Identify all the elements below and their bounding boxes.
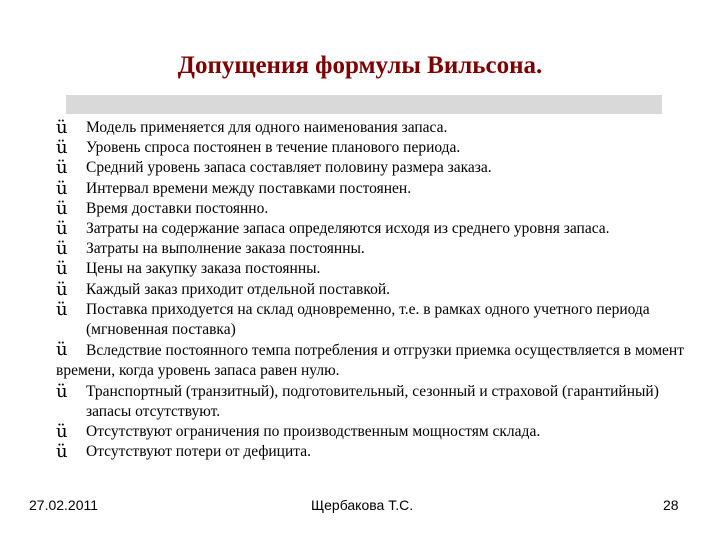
list-item-text: Отсутствуют ограничения по производственным мощностям склада. bbox=[86, 423, 541, 441]
list-item-text: Уровень спроса постоянен в течение планового периода. bbox=[86, 139, 461, 157]
list-item bbox=[56, 138, 696, 158]
checkmark-icon: ü bbox=[56, 197, 68, 219]
list-item-text: Отсутствуют потери от дефицита. bbox=[86, 443, 311, 461]
footer-date: 27.02.2011 bbox=[29, 497, 99, 513]
list-item bbox=[56, 158, 696, 178]
title-underline-band bbox=[66, 95, 662, 114]
list-item-text: Транспортный (транзитный), подготовительный, сезонный и страховой (гарантийный) запасы отсутствуют. bbox=[86, 382, 659, 420]
checkmark-icon: ü bbox=[56, 278, 68, 300]
checkmark-icon: ü bbox=[56, 238, 68, 260]
list-item-text: Средний уровень запаса составляет половину размера заказа. bbox=[86, 159, 492, 177]
checkmark-icon: ü bbox=[56, 157, 68, 179]
list-item-text: Вследствие постоянного темпа потребления и отгрузки приемка осуществляется в момент времени, когда уровень запаса равен нулю. bbox=[56, 342, 684, 380]
assumptions-list bbox=[56, 118, 696, 462]
list-item-text: Время доставки постоянно. bbox=[86, 199, 269, 217]
checkmark-icon: ü bbox=[56, 258, 68, 280]
list-item bbox=[56, 340, 696, 381]
checkmark-icon: ü bbox=[56, 218, 68, 240]
list-item-text: Затраты на содержание запаса определяются исходя из среднего уровня запаса. bbox=[86, 220, 610, 238]
list-item bbox=[56, 239, 696, 259]
list-item bbox=[56, 179, 696, 199]
list-item-text: Затраты на выполнение заказа постоянны. bbox=[86, 240, 365, 258]
checkmark-icon: ü bbox=[56, 339, 68, 361]
list-item-text: Интервал времени между поставками постоянен. bbox=[86, 179, 412, 197]
list-item bbox=[56, 442, 696, 462]
page-number: 28 bbox=[663, 497, 679, 513]
checkmark-icon: ü bbox=[56, 441, 68, 463]
checkmark-icon: ü bbox=[56, 380, 68, 402]
list-item bbox=[56, 280, 696, 300]
footer-author: Щербакова Т.С. bbox=[311, 497, 414, 513]
slide-title: Допущения формулы Вильсона. bbox=[177, 52, 543, 79]
list-item bbox=[56, 118, 696, 138]
checkmark-icon: ü bbox=[56, 298, 68, 320]
list-item bbox=[56, 382, 696, 422]
list-item-text: Поставка приходуется на склад одновременно, т.е. в рамках одного учетного периода (мгновенная поставка) bbox=[86, 300, 650, 339]
list-item-text: Каждый заказ приходит отдельной поставкой. bbox=[86, 280, 391, 298]
checkmark-icon: ü bbox=[56, 137, 68, 159]
list-item bbox=[56, 199, 696, 219]
list-item-text: Модель применяется для одного наименования запаса. bbox=[86, 119, 448, 136]
checkmark-icon: ü bbox=[56, 177, 68, 199]
list-item bbox=[56, 259, 696, 279]
list-item bbox=[56, 219, 696, 239]
list-item bbox=[56, 300, 696, 340]
list-item bbox=[56, 422, 696, 442]
list-item-text: Цены на закупку заказа постоянны. bbox=[86, 260, 321, 278]
checkmark-icon: ü bbox=[56, 421, 68, 443]
checkmark-icon: ü bbox=[56, 117, 68, 138]
